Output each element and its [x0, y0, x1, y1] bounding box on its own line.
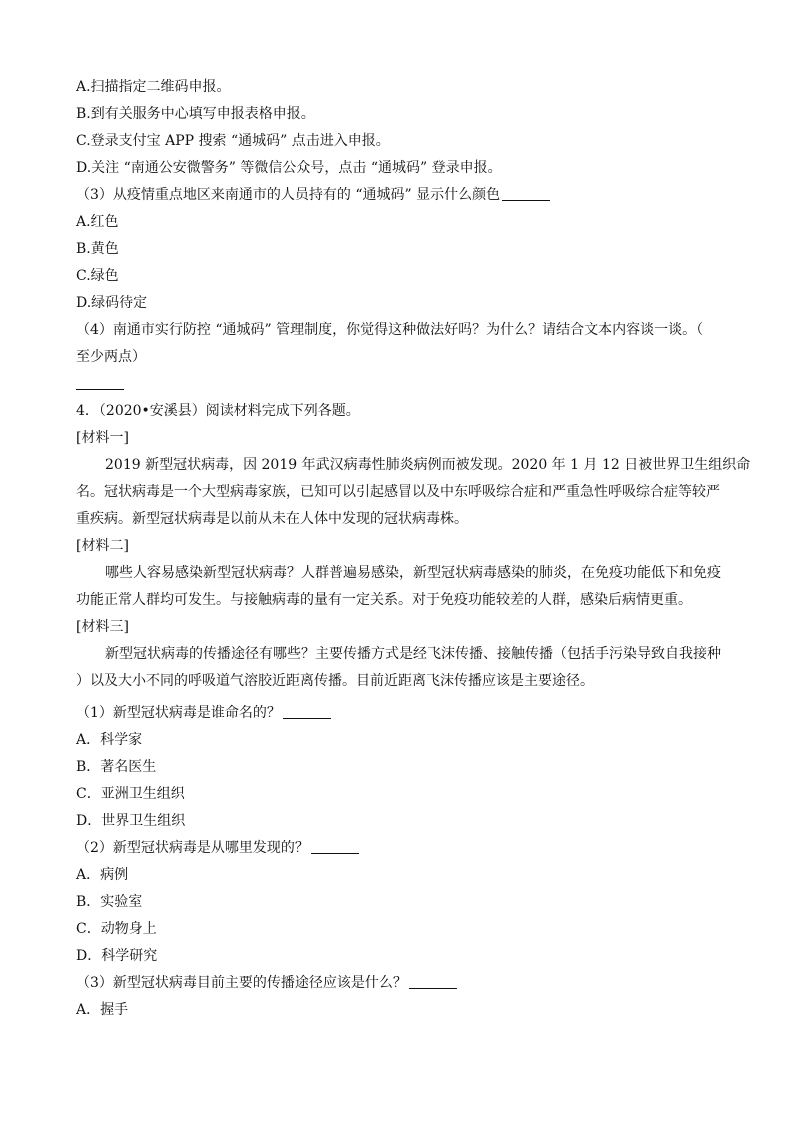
material-3-label: [材料三] [76, 619, 129, 635]
sub-question-3 [76, 973, 726, 993]
material-2-line2: 功能正常人群均可发生。与接触病毒的量有一定关系。对于免疫功能较差的人群，感染后病情更重。 [76, 592, 692, 608]
option-b-service-center: B.到有关服务中心填写申报表格申报。 [76, 106, 315, 122]
option-a-scan-code: A.扫描指定二维码申报。 [76, 79, 231, 95]
sub2-option-c: C．动物身上 [76, 921, 157, 937]
sub2-option-a: A．病例 [76, 867, 129, 883]
material-3-line1: 新型冠状病毒的传播途径有哪些？主要传播方式是经飞沫传播、接触传播（包括手污染导致自我接种 [105, 646, 721, 662]
answer-blank [409, 974, 457, 989]
question-3-color [76, 185, 726, 205]
material-3-line2: ）以及大小不同的呼吸道气溶胶近距离传播。目前近距离飞沫传播应该是主要途径。 [76, 673, 594, 689]
sub-question-1-text: （1）新型冠状病毒是谁命名的？ [76, 705, 281, 721]
sub3-option-a: A．握手 [76, 1002, 129, 1018]
sub2-option-d: D．科学研究 [76, 948, 158, 964]
problem-4-title: 4．（2020•安溪县）阅读材料完成下列各题。 [76, 403, 360, 419]
sub1-option-c: C．亚洲卫生组织 [76, 786, 185, 802]
material-1-line2: 名。冠状病毒是一个大型病毒家族，已知可以引起感冒以及中东呼吸综合症和严重急性呼吸综合症等较严 [76, 484, 720, 500]
question-4-line1: （4）南通市实行防控 “通城码” 管理制度，你觉得这种做法好吗？为什么？请结合文本内容谈一谈。（ [76, 322, 704, 338]
option-d-pending: D.绿码待定 [76, 295, 148, 311]
sub1-option-b: B．著名医生 [76, 759, 157, 775]
material-1-line1: 2019 新型冠状病毒，因 2019 年武汉病毒性肺炎病例而被发现。2020 年 1 月 12 日被世界卫生组织命 [105, 457, 751, 473]
answer-blank [311, 839, 359, 854]
sub-question-2 [76, 838, 726, 858]
sub2-option-b: B．实验室 [76, 894, 143, 910]
sub1-option-a: A．科学家 [76, 732, 143, 748]
option-a-red: A.红色 [76, 214, 119, 230]
option-c-alipay: C.登录支付宝 APP 搜索 “通城码” 点击进入申报。 [76, 133, 390, 149]
sub-question-3-text: （3）新型冠状病毒目前主要的传播途径应该是什么？ [76, 975, 407, 991]
sub-question-1 [76, 703, 726, 723]
answer-blank [502, 186, 550, 201]
material-1-label: [材料一] [76, 430, 129, 446]
question-3-text: （3）从疫情重点地区来南通市的人员持有的 “通城码” 显示什么颜色 [76, 187, 501, 203]
question-4-line2: 至少两点） [76, 349, 146, 365]
option-c-green: C.绿色 [76, 268, 119, 284]
material-2-label: [材料二] [76, 538, 129, 554]
material-2-line1: 哪些人容易感染新型冠状病毒？人群普遍易感染，新型冠状病毒感染的肺炎，在免疫功能低下和免疫 [105, 565, 721, 581]
option-d-wechat: D.关注 “南通公安微警务” 等微信公众号，点击 “通城码” 登录申报。 [76, 160, 502, 176]
material-1-line3: 重疾病。新型冠状病毒是以前从未在人体中发现的冠状病毒株。 [76, 511, 468, 527]
sub1-option-d: D．世界卫生组织 [76, 813, 186, 829]
answer-blank [283, 704, 331, 719]
sub-question-2-text: （2）新型冠状病毒是从哪里发现的？ [76, 840, 309, 856]
option-b-yellow: B.黄色 [76, 241, 119, 257]
answer-blank-line [76, 389, 124, 390]
